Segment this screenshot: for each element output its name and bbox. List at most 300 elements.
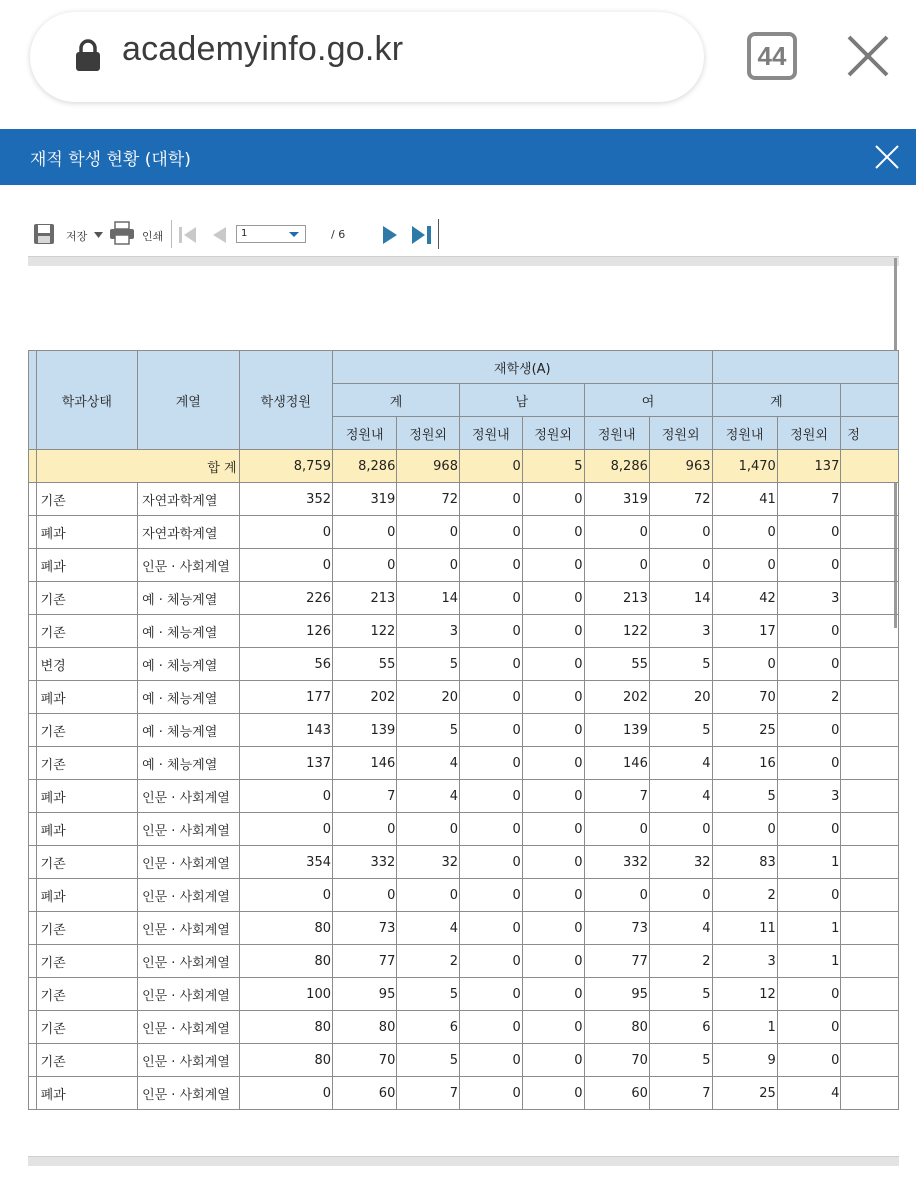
save-label[interactable]: 저장: [66, 230, 88, 243]
value-cell: 0: [777, 1044, 841, 1077]
value-cell: 80: [239, 912, 332, 945]
student-status-table: [28, 350, 899, 1110]
page-number-select[interactable]: [236, 225, 306, 243]
field-cell: 인문 · 사회계열: [138, 945, 240, 978]
value-cell: 122: [584, 615, 649, 648]
value-cell: 0: [459, 813, 522, 846]
value-cell-cut: [841, 1044, 899, 1077]
left-edge-cell: [29, 351, 37, 450]
value-cell: 2: [777, 681, 841, 714]
value-cell: 202: [333, 681, 397, 714]
value-cell: 11: [712, 912, 777, 945]
value-cell: 0: [649, 516, 712, 549]
value-cell: 0: [522, 1077, 584, 1110]
tab-switcher-button[interactable]: 44: [747, 32, 797, 80]
sum-cell: 963: [649, 450, 712, 483]
field-cell: 인문 · 사회계열: [138, 1077, 240, 1110]
value-cell: 0: [522, 549, 584, 582]
value-cell: 0: [777, 747, 841, 780]
field-cell: 예 · 체능계열: [138, 615, 240, 648]
value-cell: 319: [584, 483, 649, 516]
field-cell: 예 · 체능계열: [138, 681, 240, 714]
value-cell: 0: [239, 813, 332, 846]
toolbar-divider: [438, 219, 439, 249]
left-edge-cell: [29, 648, 37, 681]
value-cell: 332: [584, 846, 649, 879]
value-cell: 0: [239, 516, 332, 549]
value-cell: 5: [397, 1044, 460, 1077]
value-cell-cut: [841, 681, 899, 714]
table-row: [29, 648, 899, 681]
value-cell-cut: [841, 1077, 899, 1110]
value-cell: 20: [649, 681, 712, 714]
value-cell: 6: [397, 1011, 460, 1044]
value-cell: 146: [333, 747, 397, 780]
dept-status-cell: 변경: [36, 648, 138, 681]
table-row: [29, 1011, 899, 1044]
value-cell: 5: [649, 714, 712, 747]
value-cell: 0: [777, 648, 841, 681]
col-male: 남: [459, 384, 584, 417]
table-row: [29, 1044, 899, 1077]
left-edge-cell: [29, 747, 37, 780]
value-cell: 70: [333, 1044, 397, 1077]
sum-cell-cut: [841, 450, 899, 483]
modal-close-icon[interactable]: [874, 144, 900, 170]
value-cell: 32: [649, 846, 712, 879]
left-edge-cell: [29, 615, 37, 648]
table-row: [29, 846, 899, 879]
value-cell: 0: [584, 813, 649, 846]
value-cell: 80: [239, 1011, 332, 1044]
value-cell: 95: [333, 978, 397, 1011]
lock-icon: [74, 38, 102, 72]
value-cell: 3: [777, 780, 841, 813]
value-cell: 20: [397, 681, 460, 714]
field-cell: 인문 · 사회계열: [138, 1011, 240, 1044]
value-cell: 72: [397, 483, 460, 516]
value-cell: 0: [459, 549, 522, 582]
table-row: [29, 912, 899, 945]
dept-status-cell: 폐과: [36, 780, 138, 813]
value-cell: 0: [397, 879, 460, 912]
field-cell: 인문 · 사회계열: [138, 879, 240, 912]
col-out-quota: 정원외: [777, 417, 841, 450]
sum-cell: 137: [777, 450, 841, 483]
value-cell: 4: [397, 912, 460, 945]
value-cell: 0: [777, 813, 841, 846]
value-cell: 77: [584, 945, 649, 978]
col-out-quota: 정원외: [397, 417, 460, 450]
value-cell: 56: [239, 648, 332, 681]
print-label[interactable]: 인쇄: [142, 230, 164, 243]
url-text[interactable]: academyinfo.go.kr: [122, 30, 404, 68]
field-cell: 예 · 체능계열: [138, 714, 240, 747]
col-group-enrolled: 재학생(A): [333, 351, 713, 384]
field-cell: 예 · 체능계열: [138, 582, 240, 615]
left-edge-cell: [29, 879, 37, 912]
next-page-icon[interactable]: [381, 225, 399, 245]
value-cell: 0: [522, 879, 584, 912]
value-cell: 25: [712, 714, 777, 747]
sum-cell: 5: [522, 450, 584, 483]
value-cell: 4: [397, 780, 460, 813]
dept-status-cell: 기존: [36, 483, 138, 516]
dept-status-cell: 기존: [36, 1044, 138, 1077]
value-cell: 7: [777, 483, 841, 516]
dept-status-cell: 기존: [36, 1011, 138, 1044]
left-edge-cell: [29, 714, 37, 747]
value-cell: 0: [777, 978, 841, 1011]
value-cell: 70: [584, 1044, 649, 1077]
value-cell: 95: [584, 978, 649, 1011]
value-cell: 0: [459, 615, 522, 648]
table-row: [29, 747, 899, 780]
sum-cell: 8,759: [239, 450, 332, 483]
value-cell: 0: [522, 483, 584, 516]
value-cell: 0: [712, 813, 777, 846]
value-cell: 5: [397, 714, 460, 747]
value-cell: 60: [584, 1077, 649, 1110]
value-cell: 3: [397, 615, 460, 648]
value-cell: 0: [712, 516, 777, 549]
value-cell: 0: [777, 714, 841, 747]
value-cell: 32: [397, 846, 460, 879]
value-cell-cut: [841, 747, 899, 780]
left-edge-cell: [29, 1011, 37, 1044]
value-cell: 213: [333, 582, 397, 615]
value-cell: 0: [459, 714, 522, 747]
value-cell: 80: [239, 1044, 332, 1077]
page-number-value: 1: [241, 228, 248, 239]
value-cell: 0: [459, 1044, 522, 1077]
value-cell: 0: [522, 582, 584, 615]
table-row: [29, 483, 899, 516]
value-cell: 5: [397, 978, 460, 1011]
value-cell: 137: [239, 747, 332, 780]
value-cell: 1: [777, 912, 841, 945]
value-cell: 0: [522, 714, 584, 747]
col-group-next: [712, 351, 899, 384]
value-cell: 70: [712, 681, 777, 714]
value-cell: 0: [333, 813, 397, 846]
print-icon[interactable]: [109, 220, 135, 246]
sum-cell: 968: [397, 450, 460, 483]
value-cell: 6: [649, 1011, 712, 1044]
col-in-quota: 정원내: [459, 417, 522, 450]
dept-status-cell: 기존: [36, 747, 138, 780]
value-cell: 0: [522, 978, 584, 1011]
field-cell: 인문 · 사회계열: [138, 978, 240, 1011]
value-cell: 0: [649, 813, 712, 846]
value-cell: 4: [649, 780, 712, 813]
table-row: [29, 582, 899, 615]
table-row: [29, 615, 899, 648]
chevron-down-icon: [289, 232, 299, 237]
table-row: [29, 714, 899, 747]
dept-status-cell: 기존: [36, 582, 138, 615]
col-dept-status: 학과상태: [36, 351, 138, 450]
value-cell: 55: [584, 648, 649, 681]
value-cell: 12: [712, 978, 777, 1011]
value-cell: 72: [649, 483, 712, 516]
page-total: / 6: [331, 228, 346, 241]
value-cell-cut: [841, 912, 899, 945]
value-cell: 5: [649, 648, 712, 681]
col-out-quota: 정원외: [522, 417, 584, 450]
modal-header: [0, 129, 916, 185]
value-cell: 5: [397, 648, 460, 681]
left-edge-cell: [29, 1044, 37, 1077]
value-cell: 17: [712, 615, 777, 648]
left-edge-cell: [29, 483, 37, 516]
table-row: [29, 978, 899, 1011]
value-cell: 0: [522, 747, 584, 780]
value-cell: 146: [584, 747, 649, 780]
left-edge-cell: [29, 813, 37, 846]
value-cell: 60: [333, 1077, 397, 1110]
value-cell: 0: [459, 681, 522, 714]
value-cell: 0: [522, 681, 584, 714]
col-in-quota: 정원내: [712, 417, 777, 450]
value-cell-cut: [841, 945, 899, 978]
value-cell: 42: [712, 582, 777, 615]
value-cell: 73: [333, 912, 397, 945]
field-cell: 예 · 체능계열: [138, 648, 240, 681]
value-cell: 77: [333, 945, 397, 978]
value-cell: 0: [459, 780, 522, 813]
dept-status-cell: 기존: [36, 714, 138, 747]
value-cell-cut: [841, 483, 899, 516]
dept-status-cell: 폐과: [36, 549, 138, 582]
value-cell: 0: [459, 879, 522, 912]
left-edge-cell: [29, 681, 37, 714]
value-cell: 0: [239, 1077, 332, 1110]
value-cell: 0: [584, 879, 649, 912]
value-cell: 7: [584, 780, 649, 813]
browser-toolbar: [0, 0, 916, 120]
left-edge-cell: [29, 450, 37, 483]
value-cell: 0: [459, 582, 522, 615]
value-cell: 0: [584, 516, 649, 549]
last-page-icon[interactable]: [411, 225, 433, 245]
save-icon[interactable]: [33, 223, 55, 245]
value-cell: 7: [649, 1077, 712, 1110]
table-row: [29, 549, 899, 582]
dropdown-caret-icon[interactable]: [94, 232, 103, 238]
value-cell: 25: [712, 1077, 777, 1110]
table-row: [29, 945, 899, 978]
first-page-icon[interactable]: [178, 226, 198, 244]
field-cell: 인문 · 사회계열: [138, 813, 240, 846]
value-cell: 0: [459, 846, 522, 879]
value-cell: 80: [239, 945, 332, 978]
value-cell: 1: [712, 1011, 777, 1044]
value-cell: 0: [777, 879, 841, 912]
left-edge-cell: [29, 549, 37, 582]
value-cell-cut: [841, 714, 899, 747]
sum-cell: 1,470: [712, 450, 777, 483]
value-cell: 0: [459, 945, 522, 978]
dept-status-cell: 폐과: [36, 681, 138, 714]
report-top-rule: [28, 256, 899, 266]
dept-status-cell: 폐과: [36, 516, 138, 549]
value-cell: 80: [584, 1011, 649, 1044]
dept-status-cell: 폐과: [36, 879, 138, 912]
value-cell: 7: [397, 1077, 460, 1110]
value-cell: 2: [649, 945, 712, 978]
value-cell: 3: [712, 945, 777, 978]
table-row: [29, 681, 899, 714]
value-cell: 0: [522, 1044, 584, 1077]
value-cell: 354: [239, 846, 332, 879]
dept-status-cell: 폐과: [36, 813, 138, 846]
value-cell: 4: [649, 912, 712, 945]
value-cell: 4: [649, 747, 712, 780]
col-total-2: 계: [712, 384, 841, 417]
dept-status-cell: 기존: [36, 945, 138, 978]
dept-status-cell: 기존: [36, 615, 138, 648]
value-cell: 0: [397, 549, 460, 582]
value-cell: 73: [584, 912, 649, 945]
table-row: [29, 879, 899, 912]
field-cell: 인문 · 사회계열: [138, 780, 240, 813]
value-cell: 14: [649, 582, 712, 615]
value-cell: 177: [239, 681, 332, 714]
value-cell: 16: [712, 747, 777, 780]
value-cell: 143: [239, 714, 332, 747]
value-cell-cut: [841, 648, 899, 681]
value-cell: 0: [459, 1077, 522, 1110]
value-cell: 0: [712, 648, 777, 681]
value-cell: 0: [522, 813, 584, 846]
left-edge-cell: [29, 1077, 37, 1110]
value-cell: 2: [712, 879, 777, 912]
value-cell: 0: [649, 549, 712, 582]
value-cell: 14: [397, 582, 460, 615]
value-cell: 139: [333, 714, 397, 747]
value-cell: 319: [333, 483, 397, 516]
left-edge-cell: [29, 846, 37, 879]
value-cell: 9: [712, 1044, 777, 1077]
field-cell: 예 · 체능계열: [138, 747, 240, 780]
value-cell: 0: [239, 549, 332, 582]
col-out-quota: 정원외: [649, 417, 712, 450]
value-cell: 83: [712, 846, 777, 879]
value-cell: 5: [712, 780, 777, 813]
col-in-quota: 정원내: [333, 417, 397, 450]
field-cell: 인문 · 사회계열: [138, 1044, 240, 1077]
left-edge-cell: [29, 582, 37, 615]
table-row: [29, 1077, 899, 1110]
table-body: [29, 450, 899, 1110]
left-edge-cell: [29, 912, 37, 945]
value-cell: 0: [522, 615, 584, 648]
left-edge-cell: [29, 516, 37, 549]
sum-cell: 8,286: [584, 450, 649, 483]
dept-status-cell: 기존: [36, 846, 138, 879]
value-cell: 1: [777, 945, 841, 978]
value-cell: 122: [333, 615, 397, 648]
col-quota: 학생정원: [239, 351, 332, 450]
value-cell: 0: [649, 879, 712, 912]
value-cell-cut: [841, 978, 899, 1011]
value-cell-cut: [841, 582, 899, 615]
value-cell: 126: [239, 615, 332, 648]
value-cell: 55: [333, 648, 397, 681]
value-cell-cut: [841, 615, 899, 648]
value-cell: 3: [777, 582, 841, 615]
value-cell-cut: [841, 846, 899, 879]
field-cell: 인문 · 사회계열: [138, 846, 240, 879]
value-cell: 4: [777, 1077, 841, 1110]
value-cell: 0: [333, 516, 397, 549]
value-cell: 7: [333, 780, 397, 813]
value-cell: 0: [397, 813, 460, 846]
toolbar-divider: [171, 220, 172, 248]
field-cell: 자연과학계열: [138, 516, 240, 549]
left-edge-cell: [29, 978, 37, 1011]
value-cell-cut: [841, 1011, 899, 1044]
table-row: [29, 516, 899, 549]
left-edge-cell: [29, 780, 37, 813]
value-cell: 0: [333, 879, 397, 912]
value-cell: 139: [584, 714, 649, 747]
value-cell-cut: [841, 549, 899, 582]
modal-title: 재적 학생 현황 (대학): [30, 150, 191, 170]
sum-label: 합 계: [36, 450, 239, 483]
value-cell: 1: [777, 846, 841, 879]
col-cut: 정: [841, 417, 899, 450]
value-cell: 41: [712, 483, 777, 516]
value-cell-cut: [841, 813, 899, 846]
value-cell: 352: [239, 483, 332, 516]
value-cell: 0: [459, 978, 522, 1011]
sum-cell: 0: [459, 450, 522, 483]
value-cell: 0: [584, 549, 649, 582]
value-cell: 5: [649, 1044, 712, 1077]
value-cell: 0: [522, 648, 584, 681]
col-empty: [841, 384, 899, 417]
value-cell: 202: [584, 681, 649, 714]
value-cell: 0: [459, 1011, 522, 1044]
sum-cell: 8,286: [333, 450, 397, 483]
table-row: [29, 780, 899, 813]
prev-page-icon[interactable]: [210, 226, 228, 244]
col-total: 계: [333, 384, 460, 417]
value-cell: 0: [459, 516, 522, 549]
value-cell: 0: [777, 516, 841, 549]
value-cell: 226: [239, 582, 332, 615]
dept-status-cell: 기존: [36, 912, 138, 945]
value-cell: 80: [333, 1011, 397, 1044]
value-cell: 0: [522, 516, 584, 549]
value-cell: 0: [239, 780, 332, 813]
report-bottom-rule: [28, 1156, 899, 1166]
value-cell: 0: [459, 483, 522, 516]
value-cell: 100: [239, 978, 332, 1011]
col-female: 여: [584, 384, 712, 417]
value-cell: 0: [522, 945, 584, 978]
value-cell: 0: [522, 1011, 584, 1044]
value-cell: 0: [522, 780, 584, 813]
value-cell: 3: [649, 615, 712, 648]
value-cell: 0: [459, 747, 522, 780]
close-icon[interactable]: [846, 34, 890, 78]
field-cell: 자연과학계열: [138, 483, 240, 516]
value-cell: 5: [649, 978, 712, 1011]
value-cell: 213: [584, 582, 649, 615]
